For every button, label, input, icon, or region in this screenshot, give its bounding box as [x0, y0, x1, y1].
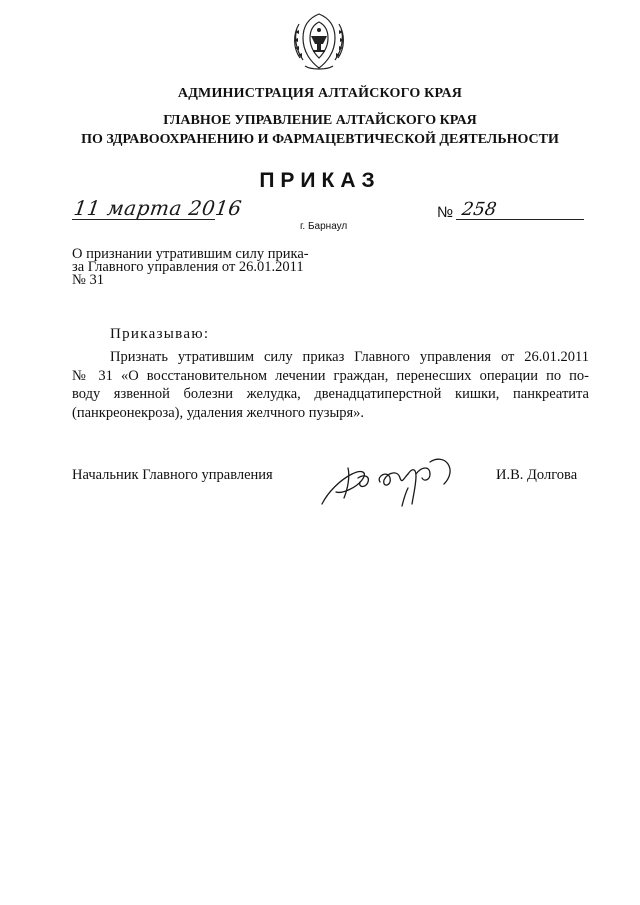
department-name-line2: ПО ЗДРАВООХРАНЕНИЮ И ФАРМАЦЕВТИЧЕСКОЙ ДЕЯТЕЛЬНОСТИ [81, 132, 559, 147]
number-label: № [437, 204, 454, 221]
handwritten-signature [318, 448, 468, 510]
date-underline [72, 219, 215, 220]
body-line: Признать утратившим силу приказ Главного управления от 26.01.2011 [110, 349, 589, 365]
handwritten-date: 11 марта 2016 [72, 196, 244, 220]
document-subject [72, 248, 342, 287]
signatory-position: Начальник Главного управления [72, 467, 273, 483]
number-underline [456, 219, 584, 220]
organization-name: АДМИНИСТРАЦИЯ АЛТАЙСКОГО КРАЯ [177, 86, 463, 101]
body-line: воду язвенной болезни желудка, двенадцатиперстной кишки, панкреатита [72, 386, 589, 402]
subject-line: за Главного управления от 26.01.2011 [72, 259, 304, 275]
signatory-name: И.В. Долгова [496, 467, 578, 483]
handwritten-number: 258 [460, 199, 498, 220]
document-title: ПРИКАЗ [259, 169, 381, 192]
body-line: (панкреонекроза), удаления желчного пузыря». [72, 404, 365, 421]
city: г. Барнаул [300, 221, 348, 232]
coat-of-arms-emblem [289, 10, 349, 74]
body-line: № 31 «О восстановительном лечении граждан, перенесших операции по по- [72, 367, 589, 384]
order-word: Приказываю: [110, 326, 210, 342]
subject-line: О признании утратившим силу прика- [72, 246, 309, 262]
order-body [72, 348, 589, 422]
subject-line: № 31 [72, 272, 104, 288]
department-name-line1: ГЛАВНОЕ УПРАВЛЕНИЕ АЛТАЙСКОГО КРАЯ [163, 113, 477, 128]
